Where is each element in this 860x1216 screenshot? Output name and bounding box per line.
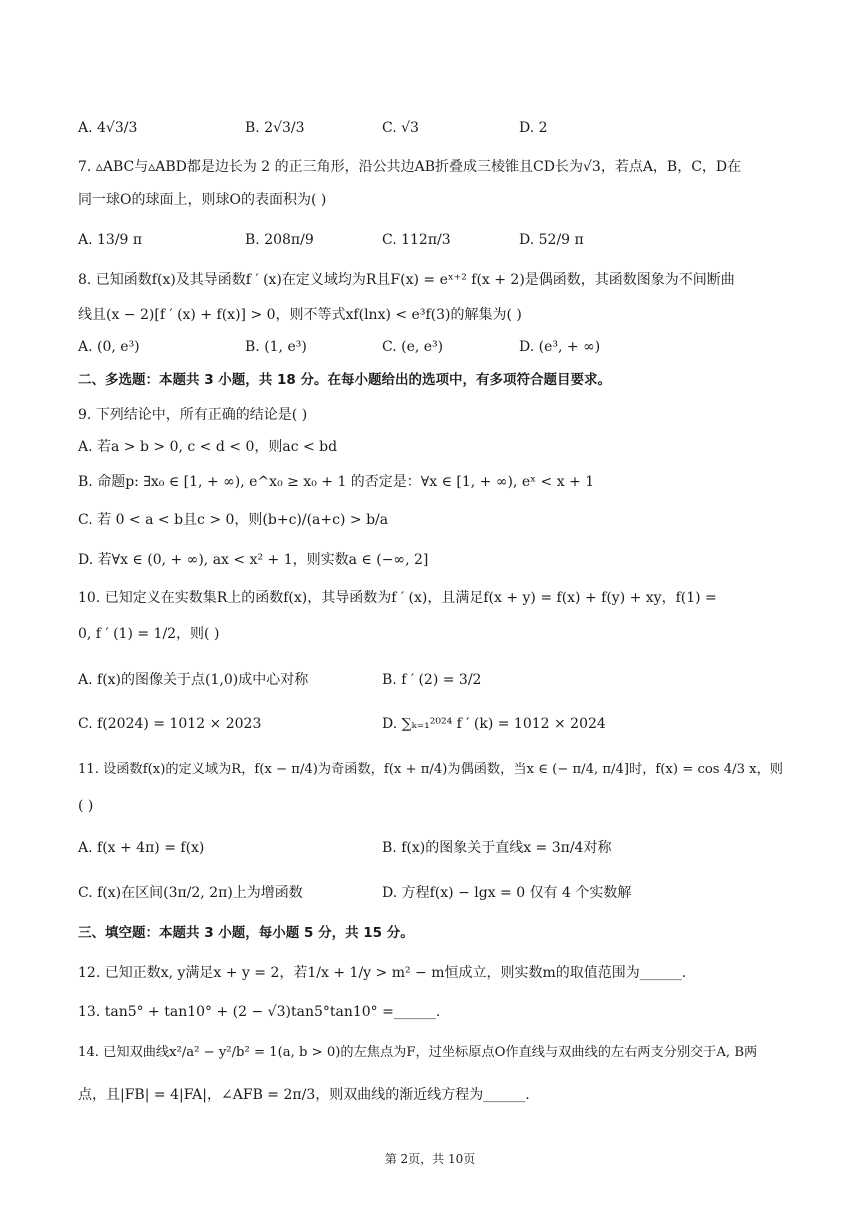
q12-stem: 12. 已知正数x, y满足x + y = 2，若1/x + 1/y > m² − m恒成立，则实数m的取值范围为______.: [78, 965, 687, 981]
q9-option-d: D. 若∀x ∈ (0, + ∞), ax < x² + 1，则实数a ∈ (−∞, 2]: [78, 552, 429, 568]
q8-option-d: D. (e³, + ∞): [519, 339, 601, 355]
q7-option-c: C. 112π/3: [382, 232, 451, 248]
q10-option-d: D. ∑ₖ₌₁²⁰²⁴ f ′ (k) = 1012 × 2024: [382, 716, 606, 732]
q11-option-c: C. f(x)在区间(3π/2, 2π)上为增函数: [78, 885, 303, 901]
q8-stem-line2: 线且(x − 2)[f ′ (x) + f(x)] > 0，则不等式xf(lnx) < e³f(3)的解集为( ): [78, 307, 522, 323]
q10-option-a: A. f(x)的图像关于点(1,0)成中心对称: [78, 672, 309, 688]
q9-stem: 9. 下列结论中，所有正确的结论是( ): [78, 407, 308, 423]
q11-option-d: D. 方程f(x) − lgx = 0 仅有 4 个实数解: [382, 885, 632, 901]
section-heading-fill-in: 三、填空题：本题共 3 小题，每小题 5 分，共 15 分。: [78, 925, 414, 941]
q11-option-a: A. f(x + 4π) = f(x): [78, 840, 205, 856]
q14-stem-line1: 14. 已知双曲线x²/a² − y²/b² = 1(a, b > 0)的左焦点为F，过坐标原点O作直线与双曲线的左右两支分别交于A, B两: [78, 1045, 758, 1060]
q14-stem-line2: 点，且|FB| = 4|FA|，∠AFB = 2π/3，则双曲线的渐近线方程为______.: [78, 1087, 530, 1103]
q6-option-a: A. 4√3/3: [78, 120, 138, 136]
q13-stem: 13. tan5° + tan10° + (2 − √3)tan5°tan10° =______.: [78, 1004, 441, 1020]
q6-option-d: D. 2: [519, 120, 548, 136]
q7-stem-line1: 7. ▵ABC与▵ABD都是边长为 2 的正三角形，沿公共边AB折叠成三棱锥且CD长为√3，若点A，B，C，D在: [78, 159, 742, 175]
page-footer: 第 2页，共 10页: [384, 1152, 476, 1166]
q9-option-c: C. 若 0 < a < b且c > 0，则(b+c)/(a+c) > b/a: [78, 512, 389, 528]
q8-option-c: C. (e, e³): [382, 339, 444, 355]
q10-stem-line1: 10. 已知定义在实数集R上的函数f(x)，其导函数为f ′ (x)，且满足f(x + y) = f(x) + f(y) + xy，f(1) =: [78, 590, 717, 606]
q7-option-a: A. 13/9 π: [78, 232, 143, 248]
q8-stem-line1: 8. 已知函数f(x)及其导函数f ′ (x)在定义域均为R且F(x) = eˣ⁺² f(x + 2)是偶函数，其函数图象为不间断曲: [78, 272, 735, 288]
q10-option-c: C. f(2024) = 1012 × 2023: [78, 716, 262, 732]
q8-option-b: B. (1, e³): [245, 339, 307, 355]
q10-stem-line2: 0, f ′ (1) = 1/2，则( ): [78, 626, 220, 642]
section-heading-multiple-choice: 二、多选题：本题共 3 小题，共 18 分。在每小题给出的选项中，有多项符合题目要求。: [78, 372, 611, 388]
q11-stem-line1: 11. 设函数f(x)的定义域为R，f(x − π/4)为奇函数，f(x + π/4)为偶函数，当x ∈ (− π/4, π/4]时，f(x) = cos 4/3 x，则: [78, 762, 783, 777]
q6-option-b: B. 2√3/3: [245, 120, 305, 136]
q7-option-d: D. 52/9 π: [519, 232, 584, 248]
q9-option-a: A. 若a > b > 0, c < d < 0，则ac < bd: [78, 439, 338, 455]
q10-option-b: B. f ′ (2) = 3/2: [382, 672, 482, 688]
q11-option-b: B. f(x)的图象关于直线x = 3π/4对称: [382, 840, 612, 856]
q7-stem-line2: 同一球O的球面上，则球O的表面积为( ): [78, 192, 327, 208]
q7-option-b: B. 208π/9: [245, 232, 314, 248]
q8-option-a: A. (0, e³): [78, 339, 140, 355]
q11-stem-line2: ( ): [78, 798, 94, 814]
q9-option-b: B. 命题p: ∃x₀ ∈ [1, + ∞), e^x₀ ≥ x₀ + 1 的否定是：∀x ∈ [1, + ∞), eˣ < x + 1: [78, 474, 595, 490]
q6-option-c: C. √3: [382, 120, 419, 136]
